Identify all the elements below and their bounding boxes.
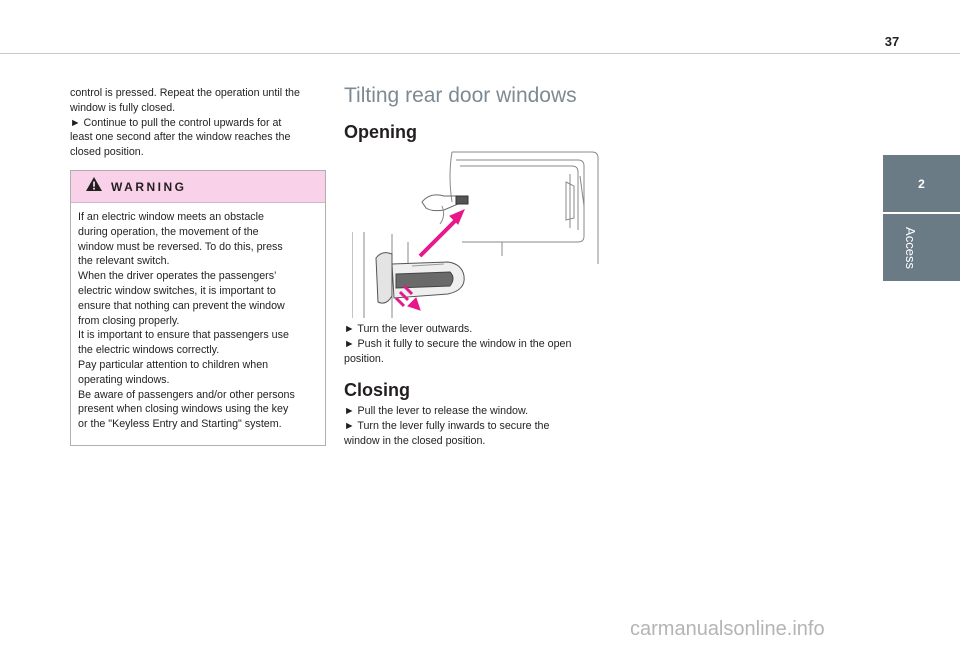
warning-line: from closing properly. (78, 314, 180, 327)
warning-line: ensure that nothing can prevent the window (78, 299, 285, 312)
text-line: closed position. (70, 146, 144, 159)
warning-line: the electric windows correctly. (78, 344, 220, 357)
opening-steps (344, 322, 608, 366)
step-line: ► Turn the lever outwards. (344, 323, 473, 335)
warning-body (71, 203, 325, 432)
warning-line: Be aware of passengers and/or other persons (78, 388, 295, 401)
text-line: window is fully closed. (70, 101, 176, 114)
page-number: 37 (884, 34, 900, 49)
warning-line: When the driver operates the passengers’ (78, 270, 277, 283)
warning-header (71, 171, 325, 203)
warning-line: electric window switches, it is important to (78, 284, 276, 297)
section-title: Tilting rear door windows (344, 84, 577, 107)
step-line: window in the closed position. (344, 434, 486, 447)
closing-steps (344, 404, 608, 448)
warning-line: Pay particular attention to children when (78, 358, 269, 371)
rear-window-lever-illustration (352, 146, 602, 318)
warning-line: operating windows. (78, 373, 170, 386)
header-divider (0, 53, 960, 54)
warning-line: It is important to ensure that passengers use (78, 329, 289, 342)
warning-line: during operation, the movement of the (78, 225, 259, 238)
text-line: control is pressed. Repeat the operation until the (70, 87, 300, 99)
text-line: least one second after the window reaches the (70, 131, 291, 144)
continued-text (70, 86, 328, 160)
text-line: ► Continue to pull the control upwards for at (70, 116, 282, 129)
warning-line: or the "Keyless Entry and Starting" system. (78, 418, 282, 431)
step-line: position. (344, 352, 384, 365)
warning-line: If an electric window meets an obstacle (78, 211, 264, 223)
chapter-tab[interactable] (883, 214, 960, 281)
warning-triangle-icon (85, 176, 103, 197)
warning-line: the relevant switch. (78, 255, 170, 268)
chapter-tab-number[interactable]: 2 (883, 155, 960, 212)
warning-box (70, 170, 326, 446)
chapter-tab-label: Access (903, 227, 918, 269)
step-line: ► Pull the lever to release the window. (344, 405, 529, 417)
step-line: ► Turn the lever fully inwards to secure the (344, 419, 550, 432)
step-line: ► Push it fully to secure the window in the open (344, 337, 572, 350)
warning-line: window must be reversed. To do this, press (78, 240, 283, 253)
watermark: carmanualsonline.info (630, 618, 825, 640)
warning-line: present when closing windows using the key (78, 403, 289, 416)
closing-heading: Closing (344, 380, 410, 400)
opening-heading: Opening (344, 122, 417, 142)
warning-title: WARNING (111, 179, 187, 194)
